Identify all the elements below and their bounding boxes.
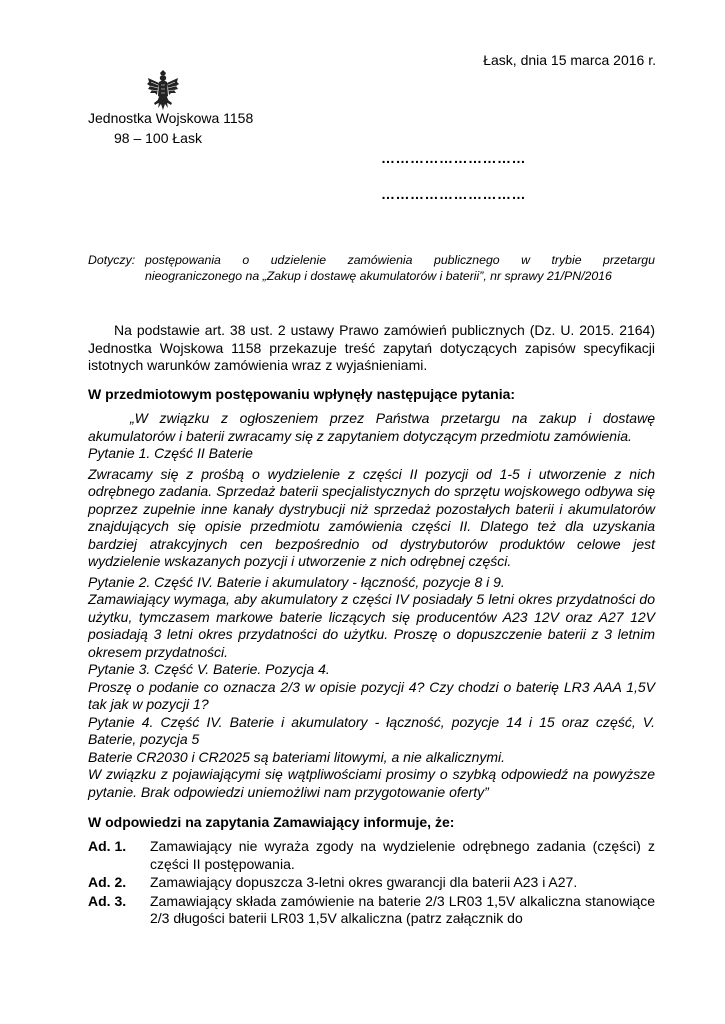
answer-item [88,874,655,892]
answer-item [88,838,655,873]
sender-unit-name: Jednostka Wojskowa 1158 [88,110,254,126]
question-paragraph: Zwracamy się z prośbą o wydzielenie z części II pozycji od 1-5 i utworzenie z nich odrębnego zadania. Sprzedaż baterii specjalistycznych do sprzętu wojskowego odbywa się poprzez zupełnie inne kanały dystrybucji niż sprzedaż pozostałych baterii i akumulatorów znajdujących się opisie przedmiotu zamówienia części II. Dlatego też dla uzyskania bardziej atrakcyjnych cen bezpośrednio od dystrybutorów produktów celowe jest wydzielenie wskazanych pozycji i utworzenie z nich odrębnej części. [88,465,655,569]
questions-block [88,410,655,801]
intro-paragraph [88,322,655,375]
question-title: Pytanie 2. Część IV. Baterie i akumulatory - łączność, pozycje 8 i 9. [88,573,505,590]
answers-list [88,838,655,929]
question-paragraph: Proszę o podanie co oznacza 2/3 w opisie pozycji 4? Czy chodzi o baterię LR3 AAA 1,5V tak jak w pozycji 1? [88,678,655,712]
question-title: Pytanie 3. Część V. Baterie. Pozycja 4. [88,661,330,677]
question-paragraph: „W związku z ogłoszeniem przez Państwa przetargu na zakup i dostawę akumulatorów i baterii zwracamy się z zapytaniem dotyczącym przedmiotu zamówienia. [88,410,655,444]
intro-text: Na podstawie art. 38 ust. 2 ustawy Prawo zamówień publicznych (Dz. U. 2015. 2164) Jednostka Wojskowa 1158 przekazuje treść zapytań dotyczących zapisów specyfikacji istotnych warunków zamówienia wraz z wyjaśnieniami. [88,322,655,373]
answer-text: Zamawiający nie wyraża zgody na wydzielenie odrębnego zadania (części) z części II postępowania. [150,838,655,872]
sender-unit-address: 98 – 100 Łask [114,130,202,146]
document-date: Łask, dnia 15 marca 2016 r. [483,52,656,68]
answers-heading: W odpowiedzi na zapytania Zamawiający informuje, że: [88,814,455,830]
answer-text: Zamawiający składa zamówienie na baterie 2/3 LR03 1,5V alkaliczna stanowiące 2/3 długości baterii LR03 1,5V alkaliczna (patrz załącznik do [150,892,655,926]
polish-eagle-emblem-icon [146,70,180,112]
subject-text-line-2: nieograniczonego na „Zakup i dostawę akumulatorów i baterii”, nr sprawy 21/PN/2016 [145,269,612,283]
question-title: Pytanie 1. Część II Baterie [88,445,253,461]
answer-label: Ad. 2. [88,874,127,890]
questions-heading: W przedmiotowym postępowaniu wpłynęły następujące pytania: [88,386,516,402]
addressee-placeholder-line: ………………………… [381,186,526,202]
answer-label: Ad. 1. [88,838,127,854]
answer-text: Zamawiający dopuszcza 3-letni okres gwarancji dla baterii A23 i A27. [150,874,578,890]
subject-label: Dotyczy: [88,253,136,267]
answer-label: Ad. 3. [88,892,127,909]
question-paragraph: W związku z pojawiającymi się wątpliwościami prosimy o szybką odpowiedź na powyższe pytanie. Brak odpowiedzi uniemożliwi nam przygotowanie oferty” [88,766,655,800]
addressee-placeholder-line: ………………………… [381,150,526,166]
question-paragraph: Baterie CR2030 i CR2025 są bateriami litowymi, a nie alkalicznymi. [88,748,506,765]
question-paragraph: Zamawiający wymaga, aby akumulatory z części IV posiadały 5 letni okres przydatności do użytku, tymczasem markowe baterie liczących się producentów A23 12V oraz A27 12V posiadają 3 letni okres przydatności do użytku. Proszę o dopuszczenie baterii z 3 letnim okresem przydatności. [88,591,655,660]
answer-item [88,893,655,928]
subject-text-line-1: postępowania o udzielenie zamówienia publicznego w trybie przetargu [145,253,655,267]
question-title: Pytanie 4. Część IV. Baterie i akumulatory - łączność, pozycje 14 i 15 oraz część, V. Baterie, pozycja 5 [88,713,655,747]
